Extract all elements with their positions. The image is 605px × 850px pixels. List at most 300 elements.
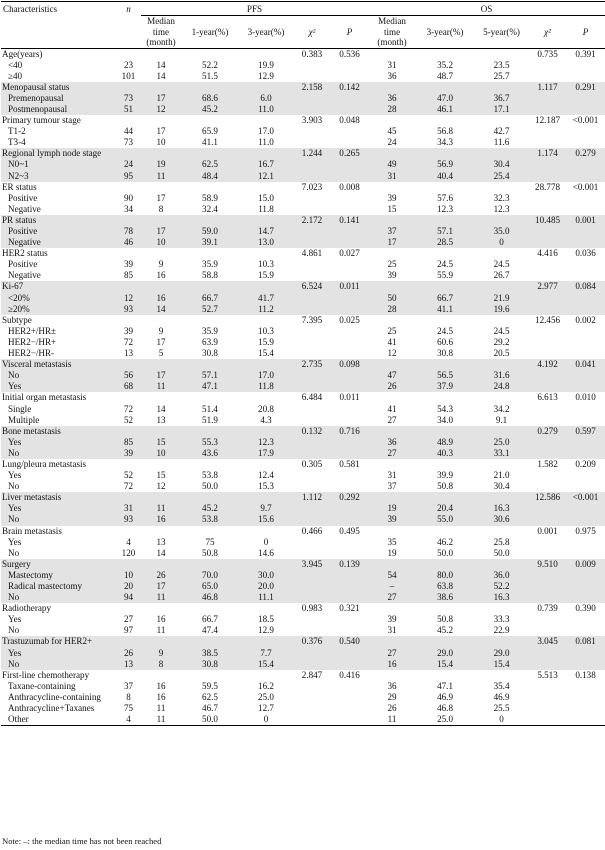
empty-cell — [331, 592, 368, 603]
os-median: 28 — [368, 304, 416, 315]
table-row — [1, 703, 605, 714]
empty-cell — [368, 670, 416, 681]
os-5yr: 24.5 — [493, 325, 510, 336]
n-value: 44 — [123, 126, 134, 137]
empty-cell — [293, 548, 331, 559]
group-name: Brain metastasis — [2, 525, 62, 536]
pfs-1yr: 59.0 — [181, 226, 239, 237]
os-3yr: 60.6 — [437, 336, 453, 347]
col-header-pfs-p: P — [331, 16, 368, 49]
empty-cell — [416, 392, 474, 403]
os-chi2: 0.279 — [529, 426, 566, 437]
empty-cell — [116, 636, 141, 647]
row-label: Premenopausal — [1, 93, 116, 104]
pfs-3yr: 16.7 — [239, 159, 293, 170]
group-name: Trastuzumab for HER2+ — [1, 636, 116, 647]
pfs-3yr: 20.8 — [258, 403, 274, 414]
os-3yr: 47.1 — [437, 680, 453, 691]
n-value: 8 — [126, 691, 131, 702]
pfs-3yr: 19.9 — [258, 59, 274, 70]
pfs-3yr: 17.9 — [239, 448, 293, 459]
row-label: Yes — [1, 648, 116, 659]
os-median: 19 — [368, 503, 416, 514]
os-3yr: 15.4 — [416, 659, 474, 670]
empty-cell — [566, 659, 605, 670]
empty-cell — [331, 614, 368, 625]
os-p: 0.041 — [566, 359, 605, 370]
os-p: 0.081 — [566, 636, 605, 647]
group-header-row — [1, 559, 605, 570]
pfs-1yr: 41.1 — [202, 137, 218, 148]
pfs-3yr: 12.4 — [258, 470, 274, 481]
empty-cell — [239, 248, 293, 259]
pfs-chi2: 2.172 — [293, 215, 331, 226]
os-3yr: 40.3 — [416, 448, 474, 459]
table-row — [1, 470, 605, 481]
os-p: 0.002 — [575, 314, 596, 325]
empty-cell — [331, 548, 368, 559]
os-median: 39 — [387, 270, 397, 281]
n-value: 52 — [123, 414, 134, 425]
pfs-median: 16 — [141, 293, 181, 304]
empty-cell — [141, 115, 181, 126]
row-label: ≥40 — [8, 70, 23, 81]
empty-cell — [141, 526, 181, 537]
empty-cell — [368, 559, 416, 570]
empty-cell — [474, 526, 529, 537]
col-header-os-chi2: χ² — [529, 16, 566, 49]
empty-cell — [566, 481, 605, 492]
empty-cell — [529, 625, 566, 636]
os-5yr: 29.0 — [474, 648, 529, 659]
pfs-median: 12 — [156, 481, 166, 492]
empty-cell — [474, 148, 529, 159]
empty-cell — [239, 82, 293, 93]
os-median: 39 — [387, 192, 397, 203]
pfs-median: 5 — [158, 348, 164, 359]
pfs-median: 11 — [141, 592, 181, 603]
empty-cell — [116, 315, 141, 326]
empty-cell — [293, 581, 331, 592]
os-5yr: 15.4 — [474, 659, 529, 670]
group-header-row — [1, 636, 605, 647]
pfs-3yr: 6.0 — [239, 93, 293, 104]
os-5yr: 32.3 — [493, 192, 510, 203]
pfs-1yr: 68.6 — [181, 93, 239, 104]
group-header-row — [1, 670, 605, 681]
empty-cell — [529, 503, 566, 514]
pfs-3yr: 17.0 — [239, 370, 293, 381]
empty-cell — [141, 82, 181, 93]
empty-cell — [141, 182, 181, 193]
pfs-p: 0.011 — [339, 392, 360, 403]
os-chi2: 6.613 — [537, 392, 558, 403]
group-name: Liver metastasis — [1, 492, 116, 503]
row-label: Positive — [8, 259, 38, 270]
empty-cell — [293, 159, 331, 170]
n-value: 13 — [123, 348, 134, 359]
pfs-1yr: 52.2 — [202, 59, 218, 70]
n-value: 26 — [116, 648, 141, 659]
empty-cell — [416, 426, 474, 437]
empty-cell — [566, 193, 605, 204]
table-row — [1, 503, 605, 514]
empty-cell — [529, 259, 566, 270]
empty-cell — [293, 193, 331, 204]
os-5yr: 30.4 — [474, 159, 529, 170]
n-value: 31 — [116, 503, 141, 514]
pfs-median: 11 — [141, 171, 181, 182]
pfs-chi2: 7.395 — [301, 314, 323, 325]
empty-cell — [566, 614, 605, 625]
os-chi2: 12.456 — [535, 314, 561, 325]
empty-cell — [181, 148, 239, 159]
group-name: Menopausal status — [1, 82, 116, 93]
pfs-median: 10 — [141, 237, 181, 248]
empty-cell — [116, 148, 141, 159]
pfs-3yr: 11.8 — [239, 381, 293, 392]
empty-cell — [293, 415, 331, 426]
os-median: 41 — [387, 336, 397, 347]
os-5yr: 11.6 — [493, 137, 510, 148]
empty-cell — [566, 270, 605, 281]
empty-cell — [116, 526, 141, 537]
os-chi2: 1.582 — [537, 458, 558, 469]
empty-cell — [566, 370, 605, 381]
pfs-1yr: 50.0 — [202, 481, 218, 492]
group-header-os: OS — [368, 2, 605, 16]
empty-cell — [116, 670, 141, 681]
empty-cell — [566, 337, 605, 348]
os-chi2: 0.001 — [537, 525, 558, 536]
empty-cell — [331, 481, 368, 492]
pfs-p: 0.011 — [331, 281, 368, 292]
empty-cell — [116, 492, 141, 503]
os-median: 31 — [368, 171, 416, 182]
pfs-median: 17 — [156, 126, 166, 137]
os-5yr: 25.5 — [493, 703, 510, 714]
empty-cell — [368, 426, 416, 437]
table-row — [1, 171, 605, 182]
empty-cell — [566, 237, 605, 248]
os-median: 31 — [387, 625, 397, 636]
empty-cell — [181, 48, 239, 60]
pfs-p: 0.716 — [331, 426, 368, 437]
empty-cell — [181, 359, 239, 370]
os-5yr: 42.7 — [493, 126, 510, 137]
os-5yr: 20.5 — [493, 348, 510, 359]
empty-cell — [293, 437, 331, 448]
group-name: First-line chemotherapy — [2, 669, 90, 680]
os-median: – — [368, 581, 416, 592]
os-3yr: 80.0 — [416, 570, 474, 581]
empty-cell — [331, 570, 368, 581]
empty-cell — [181, 115, 239, 126]
empty-cell — [474, 48, 529, 60]
empty-cell — [368, 148, 416, 159]
os-3yr: 37.9 — [416, 381, 474, 392]
empty-cell — [331, 126, 368, 137]
empty-cell — [416, 281, 474, 292]
pfs-3yr: 4.3 — [260, 414, 272, 425]
empty-cell — [293, 293, 331, 304]
pfs-1yr: 59.5 — [202, 680, 218, 691]
empty-cell — [116, 459, 141, 470]
os-median: 36 — [387, 70, 397, 81]
row-label: <40 — [8, 59, 23, 70]
table-row — [1, 381, 605, 392]
os-median: 41 — [387, 403, 397, 414]
empty-cell — [529, 437, 566, 448]
empty-cell — [239, 603, 293, 614]
n-value: 72 — [123, 403, 134, 414]
os-p: 0.975 — [575, 525, 596, 536]
empty-cell — [331, 448, 368, 459]
pfs-p: 0.540 — [331, 636, 368, 647]
empty-cell — [474, 359, 529, 370]
table-row — [1, 592, 605, 603]
pfs-chi2: 2.847 — [301, 669, 323, 680]
empty-cell — [181, 603, 239, 614]
os-5yr: 19.6 — [474, 304, 529, 315]
os-median: 26 — [368, 381, 416, 392]
empty-cell — [474, 492, 529, 503]
empty-cell — [239, 559, 293, 570]
empty-cell — [566, 592, 605, 603]
row-label: Negative — [8, 203, 41, 214]
os-p: 0.597 — [566, 426, 605, 437]
table-row — [1, 159, 605, 170]
n-value: 73 — [116, 93, 141, 104]
group-header-row — [1, 182, 605, 193]
empty-cell — [141, 359, 181, 370]
os-3yr: 35.2 — [437, 59, 453, 70]
os-3yr: 29.0 — [416, 648, 474, 659]
pfs-1yr: 47.4 — [202, 625, 218, 636]
os-p: <0.001 — [572, 181, 599, 192]
os-3yr: 50.0 — [437, 547, 453, 558]
empty-cell — [331, 437, 368, 448]
os-5yr: 52.2 — [474, 581, 529, 592]
pfs-median: 17 — [141, 226, 181, 237]
empty-cell — [474, 215, 529, 226]
table-row — [1, 226, 605, 237]
pfs-3yr: 11.0 — [258, 137, 274, 148]
pfs-p: 0.416 — [339, 669, 360, 680]
os-median: 27 — [368, 592, 416, 603]
row-label: Yes — [1, 437, 116, 448]
os-3yr: 34.0 — [437, 414, 453, 425]
empty-cell — [331, 270, 368, 281]
pfs-3yr: 12.1 — [239, 171, 293, 182]
pfs-median: 17 — [141, 93, 181, 104]
pfs-median: 16 — [156, 270, 166, 281]
pfs-median: 26 — [141, 570, 181, 581]
pfs-3yr: 0 — [239, 714, 293, 726]
n-value: 34 — [123, 203, 134, 214]
table-row — [1, 259, 605, 270]
pfs-1yr: 58.8 — [202, 270, 218, 281]
table-row — [1, 404, 605, 415]
pfs-1yr: 70.0 — [181, 570, 239, 581]
pfs-1yr: 39.1 — [181, 237, 239, 248]
empty-cell — [181, 281, 239, 292]
n-value: 78 — [116, 226, 141, 237]
group-header-row — [1, 248, 605, 259]
table-row — [1, 581, 605, 592]
empty-cell — [239, 636, 293, 647]
pfs-median: 16 — [156, 691, 166, 702]
os-median: 17 — [368, 237, 416, 248]
pfs-1yr: 32.4 — [202, 203, 218, 214]
os-median: 37 — [387, 481, 397, 492]
pfs-p: 0.292 — [331, 492, 368, 503]
empty-cell — [331, 293, 368, 304]
empty-cell — [529, 226, 566, 237]
empty-cell — [566, 348, 605, 359]
group-name: Regional lymph node stage — [1, 148, 116, 159]
pfs-p: 0.141 — [331, 215, 368, 226]
group-header-row — [1, 48, 605, 60]
os-chi2: 1.174 — [529, 148, 566, 159]
empty-cell — [368, 182, 416, 193]
col-header-pfs-median: Median time (month) — [141, 16, 181, 49]
empty-cell — [529, 60, 566, 71]
os-3yr: 48.7 — [437, 70, 453, 81]
row-label: Anthracycline-containing — [8, 691, 101, 702]
empty-cell — [529, 537, 566, 548]
table-row — [1, 60, 605, 71]
pfs-median: 16 — [156, 614, 166, 625]
pfs-p: 0.048 — [339, 115, 360, 126]
os-p: 0.138 — [575, 669, 596, 680]
os-3yr: 28.5 — [416, 237, 474, 248]
pfs-1yr: 62.5 — [181, 159, 239, 170]
os-chi2: 5.513 — [537, 669, 558, 680]
empty-cell — [141, 426, 181, 437]
empty-cell — [529, 270, 566, 281]
empty-cell — [368, 359, 416, 370]
os-5yr: 26.7 — [493, 270, 510, 281]
empty-cell — [566, 204, 605, 215]
n-value: 75 — [123, 703, 134, 714]
empty-cell — [293, 614, 331, 625]
empty-cell — [239, 459, 293, 470]
empty-cell — [416, 315, 474, 326]
empty-cell — [331, 537, 368, 548]
n-value: 37 — [123, 680, 134, 691]
pfs-median: 14 — [156, 59, 166, 70]
pfs-3yr: 10.3 — [258, 325, 274, 336]
group-name: Radiotherapy — [2, 603, 51, 614]
pfs-3yr: 15.9 — [258, 336, 274, 347]
empty-cell — [239, 526, 293, 537]
os-5yr: 22.9 — [493, 625, 510, 636]
os-median: 27 — [387, 414, 397, 425]
os-median: 27 — [368, 648, 416, 659]
empty-cell — [416, 559, 474, 570]
empty-cell — [416, 359, 474, 370]
group-header-row — [1, 459, 605, 470]
pfs-median: 11 — [141, 381, 181, 392]
os-5yr: 29.2 — [493, 336, 510, 347]
empty-cell — [181, 248, 239, 259]
empty-cell — [293, 171, 331, 182]
empty-cell — [141, 281, 181, 292]
empty-cell — [116, 215, 141, 226]
pfs-p: 0.027 — [339, 248, 360, 259]
os-5yr: 25.7 — [493, 70, 510, 81]
os-3yr: 24.5 — [437, 259, 453, 270]
empty-cell — [239, 492, 293, 503]
os-3yr: 50.8 — [437, 614, 453, 625]
pfs-1yr: 55.3 — [181, 437, 239, 448]
n-value: 120 — [121, 547, 136, 558]
n-value: 13 — [116, 659, 141, 670]
empty-cell — [566, 703, 605, 714]
row-label: Radical mastectomy — [1, 581, 116, 592]
pfs-median: 14 — [156, 547, 166, 558]
empty-cell — [566, 71, 605, 82]
empty-cell — [331, 348, 368, 359]
empty-cell — [331, 193, 368, 204]
empty-cell — [529, 481, 566, 492]
empty-cell — [331, 470, 368, 481]
os-median: 36 — [368, 437, 416, 448]
pfs-chi2: 0.466 — [301, 525, 323, 536]
empty-cell — [529, 404, 566, 415]
empty-cell — [239, 48, 293, 60]
empty-cell — [293, 370, 331, 381]
n-value: 4 — [126, 536, 131, 547]
os-3yr: 47.0 — [416, 93, 474, 104]
empty-cell — [331, 204, 368, 215]
pfs-median: 9 — [141, 648, 181, 659]
os-3yr: 56.9 — [416, 159, 474, 170]
group-header-row — [1, 392, 605, 403]
os-median: 16 — [368, 659, 416, 670]
os-median: 31 — [387, 470, 397, 481]
os-3yr: 45.2 — [437, 625, 453, 636]
empty-cell — [293, 304, 331, 315]
empty-cell — [293, 326, 331, 337]
n-value: 39 — [123, 325, 134, 336]
empty-cell — [331, 692, 368, 703]
group-header-row — [1, 215, 605, 226]
pfs-p: 0.536 — [339, 48, 360, 59]
os-5yr: 36.7 — [474, 93, 529, 104]
pfs-1yr: 45.2 — [181, 104, 239, 115]
empty-cell — [529, 614, 566, 625]
pfs-3yr: 12.9 — [258, 70, 274, 81]
os-5yr: 0 — [474, 237, 529, 248]
os-chi2: 3.045 — [529, 636, 566, 647]
os-p: 0.279 — [566, 148, 605, 159]
os-5yr: 24.8 — [474, 381, 529, 392]
empty-cell — [529, 681, 566, 692]
empty-cell — [181, 636, 239, 647]
empty-cell — [331, 703, 368, 714]
empty-cell — [293, 60, 331, 71]
pfs-median: 10 — [141, 448, 181, 459]
table-row — [1, 293, 605, 304]
empty-cell — [529, 137, 566, 148]
group-name: Lung/pleura metastasis — [2, 458, 87, 469]
col-header-pfs-chi2: χ² — [293, 16, 331, 49]
empty-cell — [293, 503, 331, 514]
row-label: Single — [8, 403, 32, 414]
empty-cell — [529, 514, 566, 525]
